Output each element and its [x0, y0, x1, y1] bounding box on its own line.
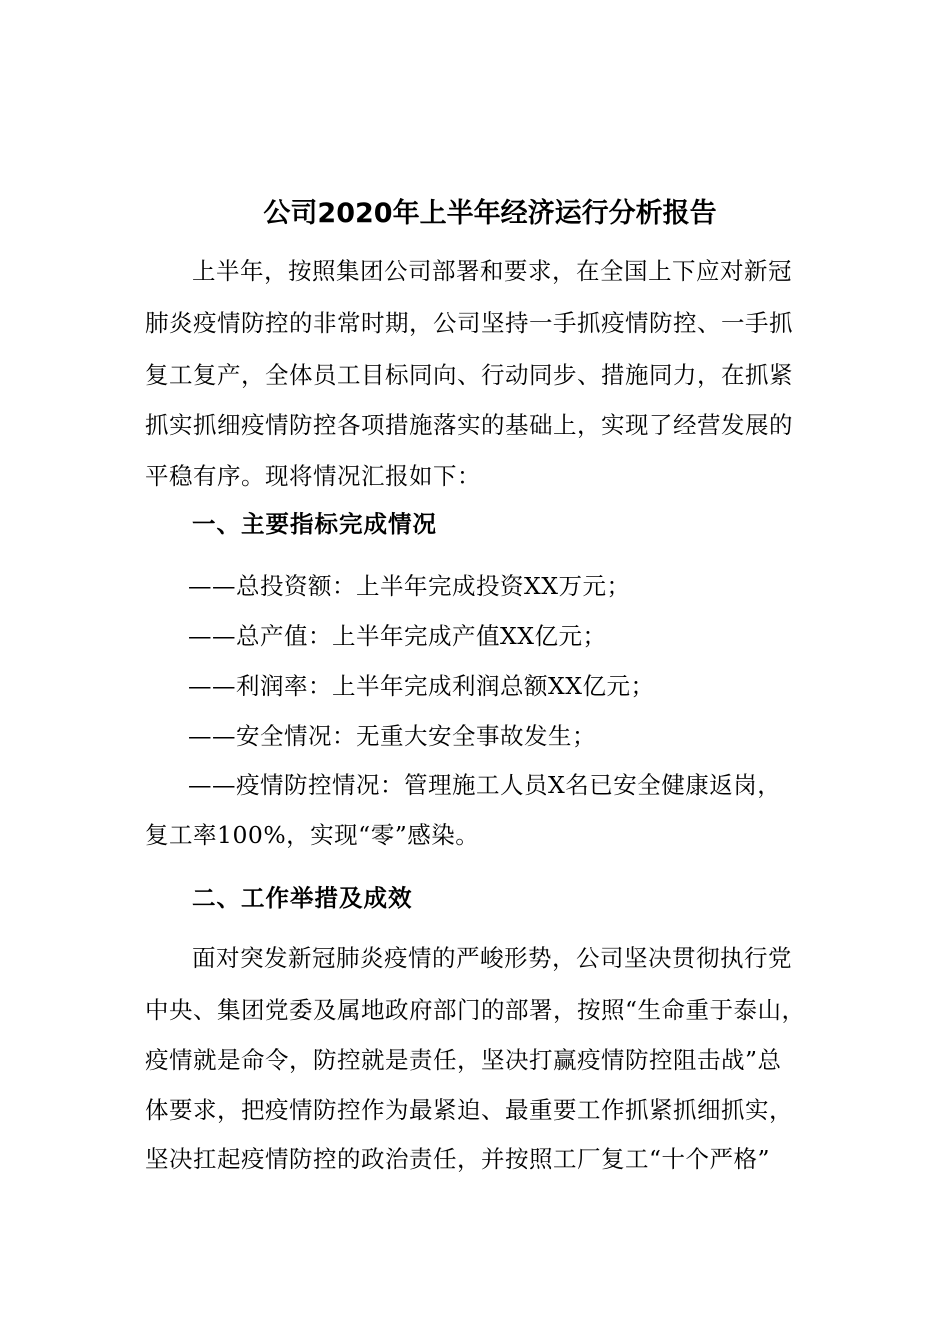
- intro-line: 抓实抓细疫情防控各项措施落实的基础上，实现了经营发展的: [145, 411, 793, 439]
- section-heading-2: 二、工作举措及成效: [192, 884, 413, 912]
- section2-line: 疫情就是命令，防控就是责任，坚决打赢疫情防控阻击战”总: [145, 1046, 782, 1074]
- section2-line: 坚决扛起疫情防控的政治责任，并按照工厂复工“十个严格”: [145, 1145, 771, 1173]
- intro-line: 上半年，按照集团公司部署和要求，在全国上下应对新冠: [192, 257, 792, 285]
- section-heading-1: 一、主要指标完成情况: [192, 510, 437, 538]
- document-title: 公司2020年上半年经济运行分析报告: [263, 198, 717, 229]
- indicator-item: ——总产值：上半年完成产值XX亿元；: [188, 622, 607, 650]
- intro-line: 复工复产，全体员工目标同向、行动同步、措施同力，在抓紧: [145, 361, 793, 389]
- intro-line: 平稳有序。现将情况汇报如下：: [145, 462, 481, 490]
- indicator-item: ——利润率：上半年完成利润总额XX亿元；: [188, 672, 655, 700]
- intro-line: 肺炎疫情防控的非常时期，公司坚持一手抓疫情防控、一手抓: [145, 309, 793, 337]
- section2-line: 体要求，把疫情防控作为最紧迫、最重要工作抓紧抓细抓实，: [145, 1096, 793, 1124]
- indicator-item: ——疫情防控情况：管理施工人员X名已安全健康返岗，: [188, 771, 782, 799]
- indicator-item: ——总投资额：上半年完成投资XX万元；: [188, 572, 631, 600]
- indicator-item: ——安全情况：无重大安全事故发生；: [188, 722, 596, 750]
- section2-line: 面对突发新冠肺炎疫情的严峻形势，公司坚决贯彻执行党: [192, 944, 792, 972]
- section2-line: 中央、集团党委及属地政府部门的部署，按照“生命重于泰山，: [145, 996, 806, 1024]
- indicator-item-continuation: 复工率100%，实现“零”感染。: [145, 821, 480, 849]
